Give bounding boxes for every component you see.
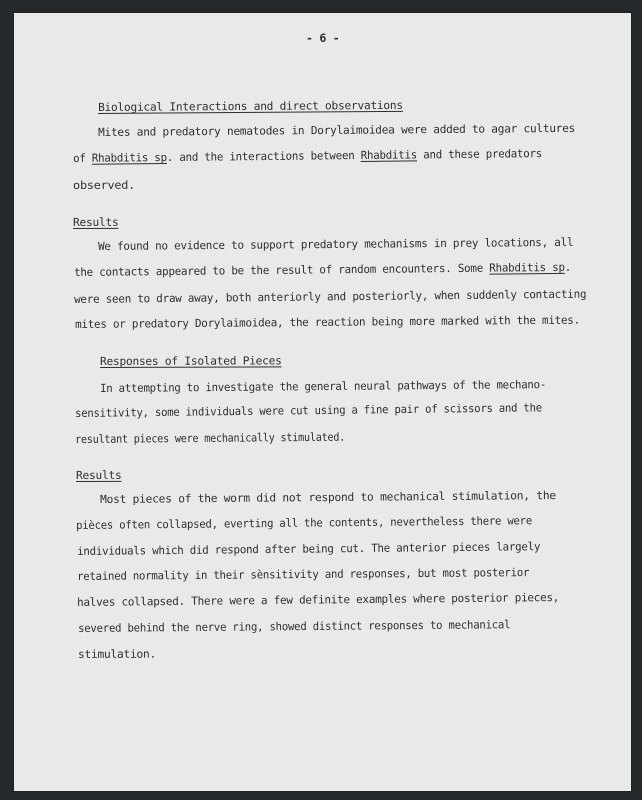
text-line (78, 648, 156, 661)
section-heading: Biological Interactions and direct observations (98, 98, 403, 114)
text-line (75, 401, 542, 420)
text-run: sensitivity, some individuals were cut using a fine pair of scissors and the (75, 401, 542, 420)
text-line (77, 566, 529, 583)
text-line (78, 618, 510, 635)
text-run: individuals which did respond after being cut. The anterior pieces largely (77, 540, 541, 558)
text-run: . (564, 260, 572, 274)
text-run: mites or predatory Dorylaimoidea, the reaction being more marked with the mites. (75, 313, 580, 331)
text-run: In attempting to investigate the general neural pathways of the mechano- (100, 378, 547, 395)
text-run: . and the interactions between (166, 148, 361, 165)
text-run: Mites and predatory nematodes in Dorylaimoidea were added to agar cultures (98, 121, 576, 139)
text-line (74, 288, 586, 306)
text-line (98, 236, 573, 253)
text-line (74, 261, 571, 279)
section-heading: Results (76, 468, 122, 482)
text-run: stimulation. (78, 647, 157, 661)
text-line (73, 147, 542, 165)
section-heading: Responses of Isolated Pieces (100, 354, 282, 368)
text-line (100, 378, 546, 395)
text-line (75, 314, 580, 331)
text-line (76, 514, 532, 532)
text-run: and these predators (416, 147, 543, 162)
text-line (73, 179, 135, 192)
text-run: Most pieces of the worm did not respond to mechanical stimulation, the (100, 489, 556, 506)
text-line (77, 591, 559, 609)
text-run: halves collapsed. There were a few definite examples where posterior pieces, (77, 590, 560, 609)
underlined-term: Rhabditis sp (91, 151, 167, 165)
underlined-term: Rhabditis sp (489, 260, 565, 275)
text-line (77, 540, 540, 558)
underlined-term: Rhabditis (360, 148, 418, 162)
text-run: pièces often collapsed, everting all the contents, nevertheless there were (76, 514, 533, 532)
page-number: - 6 - (306, 31, 340, 45)
text-line (100, 489, 556, 506)
text-line (98, 122, 575, 139)
text-run: the contacts appeared to be the result of random encounters. Some (74, 261, 490, 279)
text-run: retained normality in their sènsitivity and responses, but most posterior (77, 566, 530, 583)
text-run: observed. (73, 178, 136, 192)
text-run: resultant pieces were mechanically stimulated. (75, 430, 346, 446)
typed-page (14, 13, 631, 791)
text-run: of (73, 151, 92, 165)
text-run: were seen to draw away, both anteriorly and posteriorly, when suddenly contacting (74, 287, 587, 306)
section-heading: Results (73, 215, 119, 229)
text-line (75, 431, 345, 446)
text-run: severed behind the nerve ring, showed distinct responses to mechanical (78, 618, 511, 635)
text-run: We found no evidence to support predatory mechanisms in prey locations, all (98, 235, 574, 253)
